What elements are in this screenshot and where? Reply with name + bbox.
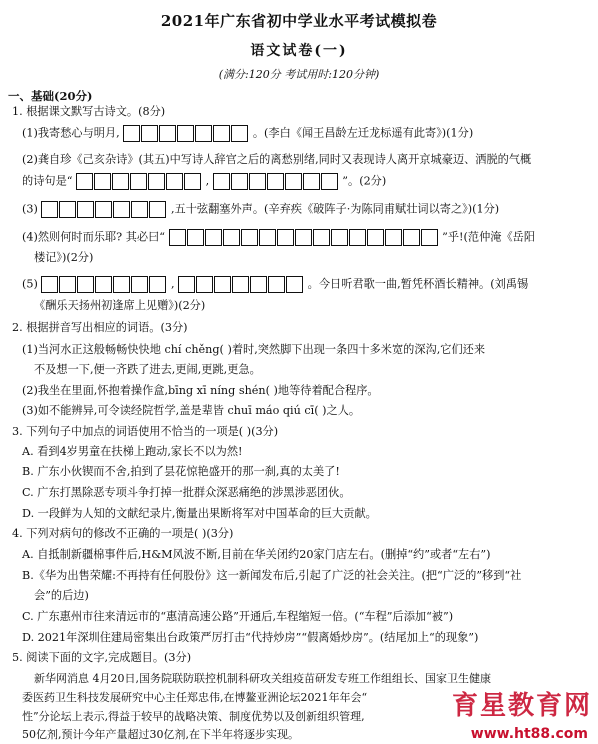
q5-stem: 5. 阅读下面的文字,完成题目。(3分) [12,651,192,664]
q2-s1-line1: (1)当河水正这般畅畅快快地 chí chěng( )着时,突然脚下出现一条四十多米宽的深沟,它们还来 [22,343,486,356]
q1-s5-suffix: 。今日听君歌一曲,暂凭杯酒长精神。(刘禹锡 [307,277,529,291]
q2-s2: (2)我坐在里面,怀抱着操作盒,bīng xī níng shén( )地等待着配合程序。 [22,384,379,397]
answer-boxes-7[interactable] [76,173,202,190]
q1-s1-prefix: (1)我寄愁心与明月, [22,126,120,140]
q1-s5-line2: 《酬乐天扬州初逢席上见赠》)(2分) [34,299,206,312]
q1-s3 [22,201,499,218]
q1-s4-prefix: (4)然则何时而乐耶? 其必曰“ [22,230,165,244]
paper-subtitle: 语文试卷(一) [250,43,348,59]
answer-boxes-7[interactable] [123,125,249,142]
q3-option-c[interactable]: C. 广东打黑除恶专项斗争打掉一批群众深恶痛绝的涉黑涉恶团伙。 [22,486,351,499]
q1-s3-suffix: ,五十弦翻塞外声。(辛弃疾《破阵子·为陈同甫赋壮词以寄之》)(1分) [170,202,500,216]
q4-option-d[interactable]: D. 2021年深圳住建局密集出台政策严厉打击“代持炒房”“假离婚炒房”。(结尾加上“的现象”) [22,631,479,644]
q1-s4-line2: 楼记》)(2分) [34,251,94,264]
q5-passage-line2: 委医药卫生科技发展研究中心主任郑忠伟,在博鳌亚洲论坛2021年年会“ [22,691,368,704]
q1-s5-mid: , [170,277,175,291]
paper-title: 2021年广东省初中学业水平考试模拟卷 [160,12,438,30]
answer-boxes-7[interactable] [41,201,167,218]
q1-s4-suffix: ”乎!(范仲淹《岳阳 [442,230,536,244]
answer-boxes-7[interactable] [213,173,339,190]
q1-s4 [22,229,535,246]
q4-option-b-line1[interactable]: B.《华为出售荣耀:不再持有任何股份》这一新闻发布后,引起了广泛的社会关注。(把“广泛的”移到“社 [22,569,522,582]
q1-s2-line2 [22,173,386,190]
q5-passage-line4: 50亿剂,预计今年产量超过30亿剂,在下半年将逐步实现。 [22,728,299,741]
q1-s2-suffix: ”。(2分) [342,174,387,188]
q1-s2-line1: (2)龚自珍《己亥杂诗》(其五)中写诗人辞官之后的离愁别绪,同时又表现诗人离开京城豪迈、洒脱的气概 [22,153,532,166]
q2-stem: 2. 根据拼音写出相应的词语。(3分) [12,321,188,334]
q5-passage-line1: 新华网消息 4月20日,国务院联防联控机制科研攻关组疫苗研发专班工作组组长、国家卫生健康 [34,672,491,685]
q1-s3-prefix: (3) [22,202,38,216]
answer-boxes-18[interactable] [169,229,439,246]
q1-s2-mid: , [205,174,210,188]
answer-boxes-7[interactable] [41,276,167,293]
q4-option-b-line2: 会”的后边) [34,589,89,602]
q1-s1-suffix: 。(李白《闻王昌龄左迁龙标遥有此寄》)(1分) [252,126,474,140]
answer-boxes-7[interactable] [178,276,304,293]
q4-stem: 4. 下列对病句的修改不正确的一项是( )(3分) [12,527,234,540]
q1-s5-prefix: (5) [22,277,38,291]
q2-s3: (3)如不能辨异,可令读经院哲学,盖是辈皆 chuī máo qiú cī( )之人。 [22,404,361,417]
q3-option-b[interactable]: B. 广东小伙锲而不舍,拍到了昙花惊艳盛开的那一刹,真的太美了! [22,465,340,478]
watermark-url: www.ht88.com [470,726,588,742]
q2-s1-line2: 不及想一下,便一齐跌了进去,更闹,更跳,更急。 [34,363,261,376]
q1-s5 [22,276,528,293]
q1-s1 [22,125,473,142]
watermark-logo: 育星教育网 [451,691,592,721]
q1-s2-prefix: 的诗句是“ [22,174,73,188]
q1-stem: 1. 根据课文默写古诗文。(8分) [12,105,166,118]
q3-stem: 3. 下列句子中加点的词语使用不恰当的一项是( )(3分) [12,425,279,438]
q3-option-a[interactable]: A. 看到4岁男童在扶梯上跑动,家长不以为然! [22,445,243,458]
q3-option-d[interactable]: D. 一段鲜为人知的文献纪录片,衡量出果断将军对中国革命的巨大贡献。 [22,507,377,520]
section-heading: 一、基础(20分) [8,89,93,103]
q4-option-a[interactable]: A. 自抵制新疆棉事件后,H&M风波不断,目前在华关闭约20家门店左右。(删掉“约”或者“左右”) [22,548,491,561]
q4-option-c[interactable]: C. 广东惠州市往来清远市的“惠清高速公路”开通后,车程缩短一倍。(“车程”后添加“被”) [22,610,454,623]
q5-passage-line3: 性”分论坛上表示,得益于较早的战略决策、制度优势以及创新组织管理, [22,710,365,723]
score-info: (满分:120分 考试用时:120分钟) [218,68,380,81]
